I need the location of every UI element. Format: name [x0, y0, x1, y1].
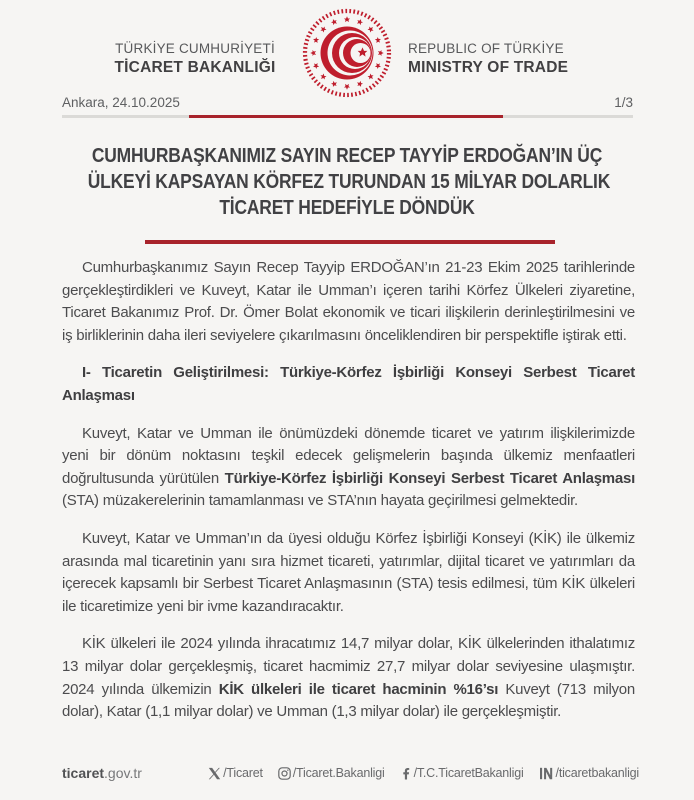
social-handle: /Ticaret.Bakanligi	[292, 766, 385, 780]
paragraph-1: Cumhurbaşkanımız Sayın Recep Tayyip ERDOĞAN’ın 21-23 Ekim 2025 tarihlerinde gerçekleştirdikleri ve Kuveyt, Katar ile Umman’ı içeren tarihi Körfez Ülkeleri ziyaretine, Ticaret Bakanımız Prof. Dr. Ömer Bolat ekonomik ve ticari ilişkilerin derinleştirilmesini ve iş birliklerinin daha ileri seviyelere çıkarılmasını önceliklendiren bir perspektifle iştirak etti.	[62, 259, 635, 344]
paragraph-4-text-end: Kuveyt (713 milyon dolar), Katar (1,1 milyar dolar) ve Umman (1,3 milyar dolar) ile gerçekleşmiştir.	[62, 680, 635, 721]
letterhead-tr-line2: TİCARET BAKANLIĞI	[114, 58, 276, 76]
letterhead-turkish	[104, 41, 286, 77]
paragraph-2-bold: Türkiye-Körfez İşbirliği Konseyi Serbest Ticaret Anlaşması	[224, 469, 636, 487]
title-line-2: ÜLKEYİ KAPSAYAN KÖRFEZ TURUNDAN 15 MİLYAR DOLARLIK	[87, 170, 611, 193]
nsosyal-icon	[539, 767, 554, 780]
title-line-3: TİCARET HEDEFİYLE DÖNDÜK	[219, 196, 475, 219]
paragraph-3: Kuveyt, Katar ve Umman’ın da üyesi olduğu Körfez İşbirliği Konseyi (KİK) ile ülkemiz arasında mal ticaretinin yanı sıra hizmet ticareti, yatırımlar, dijital ticaret ve yatırımları da içerecek kapsamlı bir Serbest Ticaret Anlaşmasının (STA) tesis edilmesi, tüm KİK ülkeleri ile ticaretimize yeni bir ivme kazandıracaktır.	[62, 529, 635, 615]
paragraph-4-bold: KİK ülkeleri ile ticaret hacminin %16’sı	[218, 680, 499, 698]
title-divider	[145, 240, 555, 244]
letterhead	[0, 0, 694, 95]
dateline: Ankara, 24.10.2025	[62, 95, 180, 110]
website-link-bold: ticaret	[62, 765, 105, 781]
section-heading-1: I- Ticaretin Geliştirilmesi: Türkiye-Körfez İşbirliği Konseyi Serbest Ticaret Anlaşması	[62, 364, 635, 404]
letterhead-en-line1: REPUBLIC OF TÜRKİYE	[408, 41, 564, 56]
website-link[interactable]	[62, 765, 142, 781]
paragraph-2-text: Kuveyt, Katar ve Umman ile önümüzdeki dönemde ticaret ve yatırım ilişkilerimizde yeni bir dönüm noktasını teşkil edecek gelişmelerin başında ülkemiz menfaatleri doğrultusunda yürütülen	[62, 424, 635, 487]
instagram-icon	[278, 767, 291, 780]
paragraph-2	[62, 423, 635, 513]
paragraph-2-text-end: (STA) müzakerelerinin tamamlanması ve STA’nın hayata geçirilmesi gelmektedir.	[62, 492, 578, 510]
facebook-icon	[400, 767, 412, 780]
letterhead-english	[408, 41, 568, 77]
title-line-1: CUMHURBAŞKANIMIZ SAYIN RECEP TAYYİP ERDOĞAN’IN ÜÇ	[91, 144, 603, 167]
social-link-facebook[interactable]	[400, 766, 524, 780]
website-link-rest: .gov.tr	[104, 765, 142, 781]
paragraph-4-text: KİK ülkeleri ile 2024 yılında ihracatımız 14,7 milyar dolar, KİK ülkelerinden ithalatımız 13 milyar dolar gerçekleşmiş, ticaret hacmimiz 27,7 milyar dolar seviyesine ulaşmıştır. 2024 yılında ülkemizin	[62, 635, 635, 698]
paragraph-4	[62, 633, 635, 723]
header-rule-red-segment	[189, 115, 503, 118]
document-title	[87, 143, 611, 221]
header-rule	[62, 115, 633, 118]
social-handle: /ticaretbakanligi	[555, 766, 639, 780]
social-handle: /T.C.TicaretBakanligi	[413, 766, 524, 780]
social-link-x[interactable]	[208, 766, 263, 780]
meta-row	[62, 95, 633, 110]
ministry-of-trade-emblem-icon	[301, 7, 393, 99]
letterhead-en-line2: MINISTRY OF TRADE	[408, 58, 569, 76]
letterhead-tr-line1: TÜRKİYE CUMHURİYETİ	[115, 41, 275, 56]
social-links	[208, 766, 639, 780]
social-handle: /Ticaret	[223, 766, 263, 780]
social-link-nsosyal[interactable]	[539, 766, 639, 780]
social-link-instagram[interactable]	[278, 766, 385, 780]
body-text	[62, 257, 635, 739]
footer	[0, 746, 694, 800]
x-icon	[208, 767, 221, 780]
page-indicator: 1/3	[614, 95, 633, 110]
